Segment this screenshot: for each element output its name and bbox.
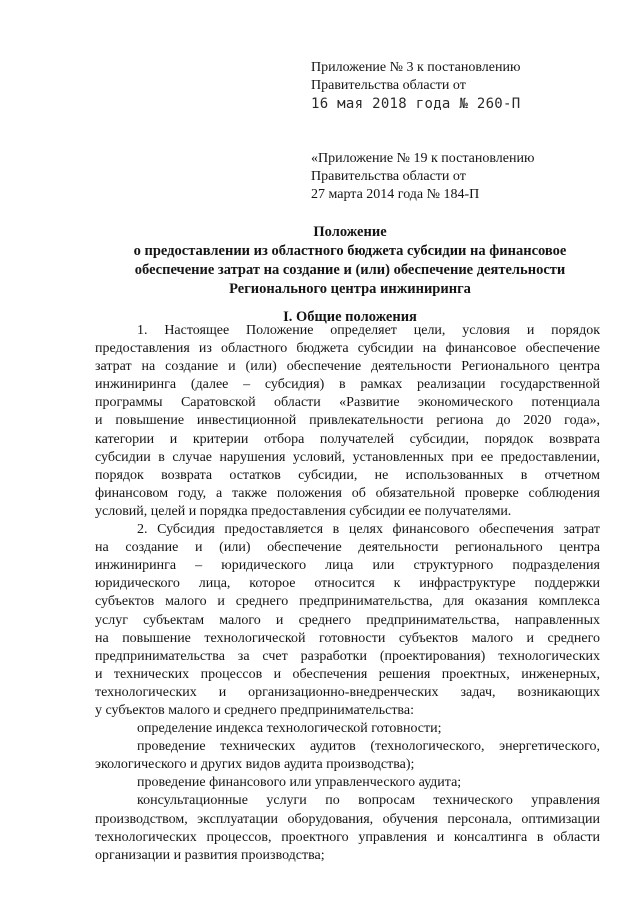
body-text xyxy=(95,322,600,865)
annex-original-line-1: «Приложение № 19 к постановлению xyxy=(311,151,535,166)
body-line: технологических и организационно-внедренческих задач, возникающих xyxy=(95,684,600,700)
body-line: и технических процессов и обеспечения решения проектных, инженерных, xyxy=(95,666,600,682)
annex-current-line-2: Правительства области от xyxy=(311,78,466,93)
title-line-4: Регионального центра инжиниринга xyxy=(229,281,471,297)
body-line: производством, эксплуатации оборудования, обучения персонала, оптимизации xyxy=(95,811,600,827)
document-title xyxy=(110,223,590,299)
body-line: условий, целей и порядка предоставления субсидии ее получателями. xyxy=(95,503,512,519)
body-line: порядок возврата остатков субсидии, не использованных в отчетном xyxy=(95,467,600,483)
body-line: 1. Настоящее Положение определяет цели, условия и порядок xyxy=(137,323,600,338)
body-line: консультационные услуги по вопросам технического управления xyxy=(137,793,600,809)
body-line: услуг субъектам малого и среднего предпринимательства, направленных xyxy=(95,612,600,628)
body-line: определение индекса технологической готовности; xyxy=(137,721,442,737)
annex-current-date-number: 16 мая 2018 года № 260-П xyxy=(311,96,521,112)
body-line: субъектов малого и среднего предпринимательства, для оказания комплекса xyxy=(95,594,600,610)
body-line: на повышение технологической готовности субъектов малого и среднего xyxy=(95,630,600,646)
annex-current-reference xyxy=(311,59,521,113)
body-line: проведение финансового или управленческого аудита; xyxy=(137,775,462,791)
annex-original-line-2: Правительства области от xyxy=(311,169,466,184)
body-line: технологических процессов, проектного управления и консалтинга в области xyxy=(95,829,600,845)
body-line: юридического лица, которое относится к инфраструктуре поддержки xyxy=(95,576,600,592)
body-line: программы Саратовской области «Развитие экономического потенциала xyxy=(95,395,600,411)
body-line: категории и критерии отбора получателей субсидии, порядок возврата xyxy=(95,431,600,447)
annex-current-line-1: Приложение № 3 к постановлению xyxy=(311,60,521,75)
body-line: финансовом году, а также положения об обязательной проверке соблюдения xyxy=(95,485,600,501)
body-line: предпринимательства за счет разработки (проектирования) технологических xyxy=(95,648,600,664)
body-line: на создание и (или) обеспечение деятельности регионального центра xyxy=(95,540,600,556)
title-line-3: обеспечение затрат на создание и (или) обеспечение деятельности xyxy=(134,262,566,278)
body-line: субсидии в случае нарушения условий, установленных при ее предоставлении, xyxy=(95,449,600,465)
body-line: у субъектов малого и среднего предпринимательства: xyxy=(95,702,414,718)
body-line: проведение технических аудитов (технологического, энергетического, xyxy=(137,739,600,755)
annex-original-line-3: 27 марта 2014 года № 184-П xyxy=(311,187,480,202)
body-line: предоставления из областного бюджета субсидии на финансовое обеспечение xyxy=(95,341,600,357)
body-line: организации и развития производства; xyxy=(95,847,325,863)
body-line: экологического и других видов аудита производства); xyxy=(95,757,415,773)
annex-original-reference xyxy=(311,150,534,204)
body-line: и повышение инвестиционной привлекательности региона до 2020 года», xyxy=(95,413,600,429)
title-line-2: о предоставлении из областного бюджета субсидии на финансовое xyxy=(133,243,567,259)
body-line: затрат на создание и (или) обеспечение деятельности Регионального центра xyxy=(95,359,600,375)
body-line: инжиниринга (далее – субсидия) в рамках реализации государственной xyxy=(95,377,600,393)
section-heading: I. Общие положения xyxy=(283,309,417,325)
title-line-1: Положение xyxy=(313,224,387,240)
body-line: 2. Субсидия предоставляется в целях финансового обеспечения затрат xyxy=(137,522,600,538)
body-line: инжиниринга – юридического лица или структурного подразделения xyxy=(95,558,600,574)
